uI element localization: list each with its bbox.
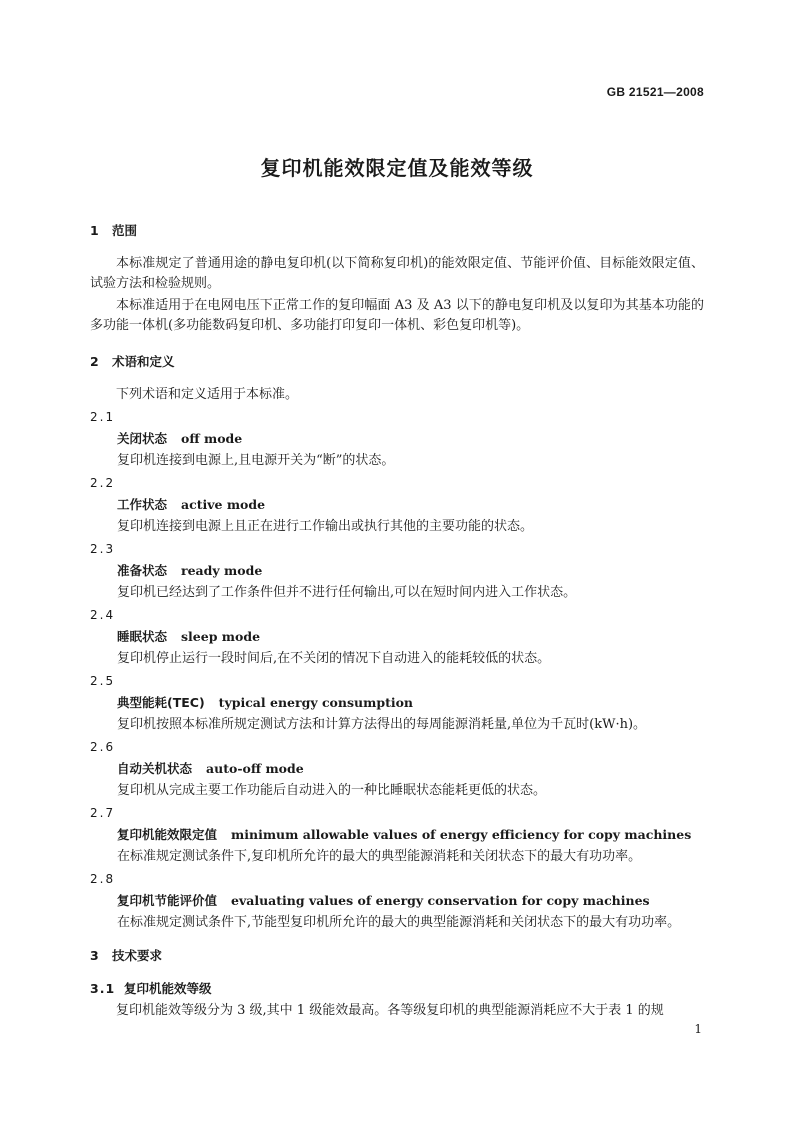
term-number: 2.3: [90, 542, 116, 556]
term-title: [90, 495, 731, 515]
term-title: [90, 627, 731, 647]
term-en: evaluating values of energy conservation for copy machines: [231, 893, 650, 908]
section-title: 术语和定义: [112, 354, 175, 369]
section-title: 技术要求: [112, 948, 163, 963]
subsection-title: 复印机能效等级: [124, 981, 212, 996]
section-1-paragraph-1: 本标准规定了普通用途的静电复印机(以下简称复印机)的能效限定值、节能评价值、目标能效限定值、试验方法和检验规则。: [90, 256, 704, 291]
term-cn: 典型能耗(TEC): [117, 695, 205, 710]
term-definition: 复印机从完成主要工作功能后自动进入的一种比睡眠状态能耗更低的状态。: [117, 783, 547, 798]
term-en: off mode: [181, 431, 243, 446]
section-number: 1: [90, 223, 99, 238]
term-number: 2.6: [90, 740, 116, 754]
term-title: [90, 693, 731, 713]
term-number: 2.8: [90, 872, 116, 886]
section-number: 2: [90, 354, 99, 369]
page-number: 1: [694, 1022, 702, 1036]
term-en: minimum allowable values of energy efficiency for copy machines: [231, 827, 692, 842]
term-en: typical energy consumption: [218, 695, 414, 710]
term-title: [90, 759, 731, 779]
term-en: ready mode: [181, 563, 263, 578]
term-title: [90, 561, 731, 581]
term-cn: 准备状态: [117, 563, 168, 578]
term-cn: 工作状态: [117, 497, 168, 512]
term-title: [90, 891, 731, 911]
subsection-3-1-paragraph: 复印机能效等级分为 3 级,其中 1 级能效最高。各等级复印机的典型能源消耗应不大于表 1 的规: [116, 1003, 664, 1018]
term-cn: 复印机节能评价值: [117, 893, 218, 908]
term-definition: 在标准规定测试条件下,复印机所允许的最大的典型能源消耗和关闭状态下的最大有功功率。: [117, 849, 642, 864]
subsection-number: 3.1: [90, 981, 116, 996]
term-title: [90, 429, 731, 449]
term-definition: 复印机连接到电源上且正在进行工作输出或执行其他的主要功能的状态。: [117, 519, 534, 534]
section-3-heading: [90, 946, 704, 966]
subsection-3-1-heading: [90, 979, 704, 999]
term-title: [90, 825, 731, 845]
term-number: 2.7: [90, 806, 116, 820]
section-title: 范围: [112, 223, 138, 238]
term-definition: 复印机按照本标准所规定测试方法和计算方法得出的每周能源消耗量,单位为千瓦时(kW·h)。: [117, 717, 647, 732]
term-cn: 自动关机状态: [117, 761, 193, 776]
term-cn: 复印机能效限定值: [117, 827, 218, 842]
section-1-paragraph-2: 本标准适用于在电网电压下正常工作的复印幅面 A3 及 A3 以下的静电复印机及以复印为其基本功能的多功能一体机(多功能数码复印机、多功能打印复印一体机、彩色复印机等)。: [90, 298, 704, 333]
term-en: auto-off mode: [206, 761, 304, 776]
term-definition: 在标准规定测试条件下,节能型复印机所允许的最大的典型能源消耗和关闭状态下的最大有功功率。: [117, 915, 681, 930]
term-number: 2.5: [90, 674, 116, 688]
section-number: 3: [90, 948, 99, 963]
term-definition: 复印机连接到电源上,且电源开关为“断”的状态。: [117, 453, 395, 468]
term-number: 2.2: [90, 476, 116, 490]
term-cn: 睡眠状态: [117, 629, 168, 644]
section-2-intro: 下列术语和定义适用于本标准。: [116, 387, 299, 402]
term-en: active mode: [181, 497, 266, 512]
document-title: 复印机能效限定值及能效等级: [260, 156, 534, 180]
term-cn: 关闭状态: [117, 431, 168, 446]
term-definition: 复印机已经达到了工作条件但并不进行任何输出,可以在短时间内进入工作状态。: [117, 585, 577, 600]
section-2-heading: [90, 352, 704, 372]
term-number: 2.4: [90, 608, 116, 622]
term-en: sleep mode: [181, 629, 261, 644]
term-definition: 复印机停止运行一段时间后,在不关闭的情况下自动进入的能耗较低的状态。: [117, 651, 551, 666]
section-1-heading: [90, 221, 704, 241]
term-number: 2.1: [90, 410, 116, 424]
standard-code: GB 21521—2008: [606, 85, 704, 99]
